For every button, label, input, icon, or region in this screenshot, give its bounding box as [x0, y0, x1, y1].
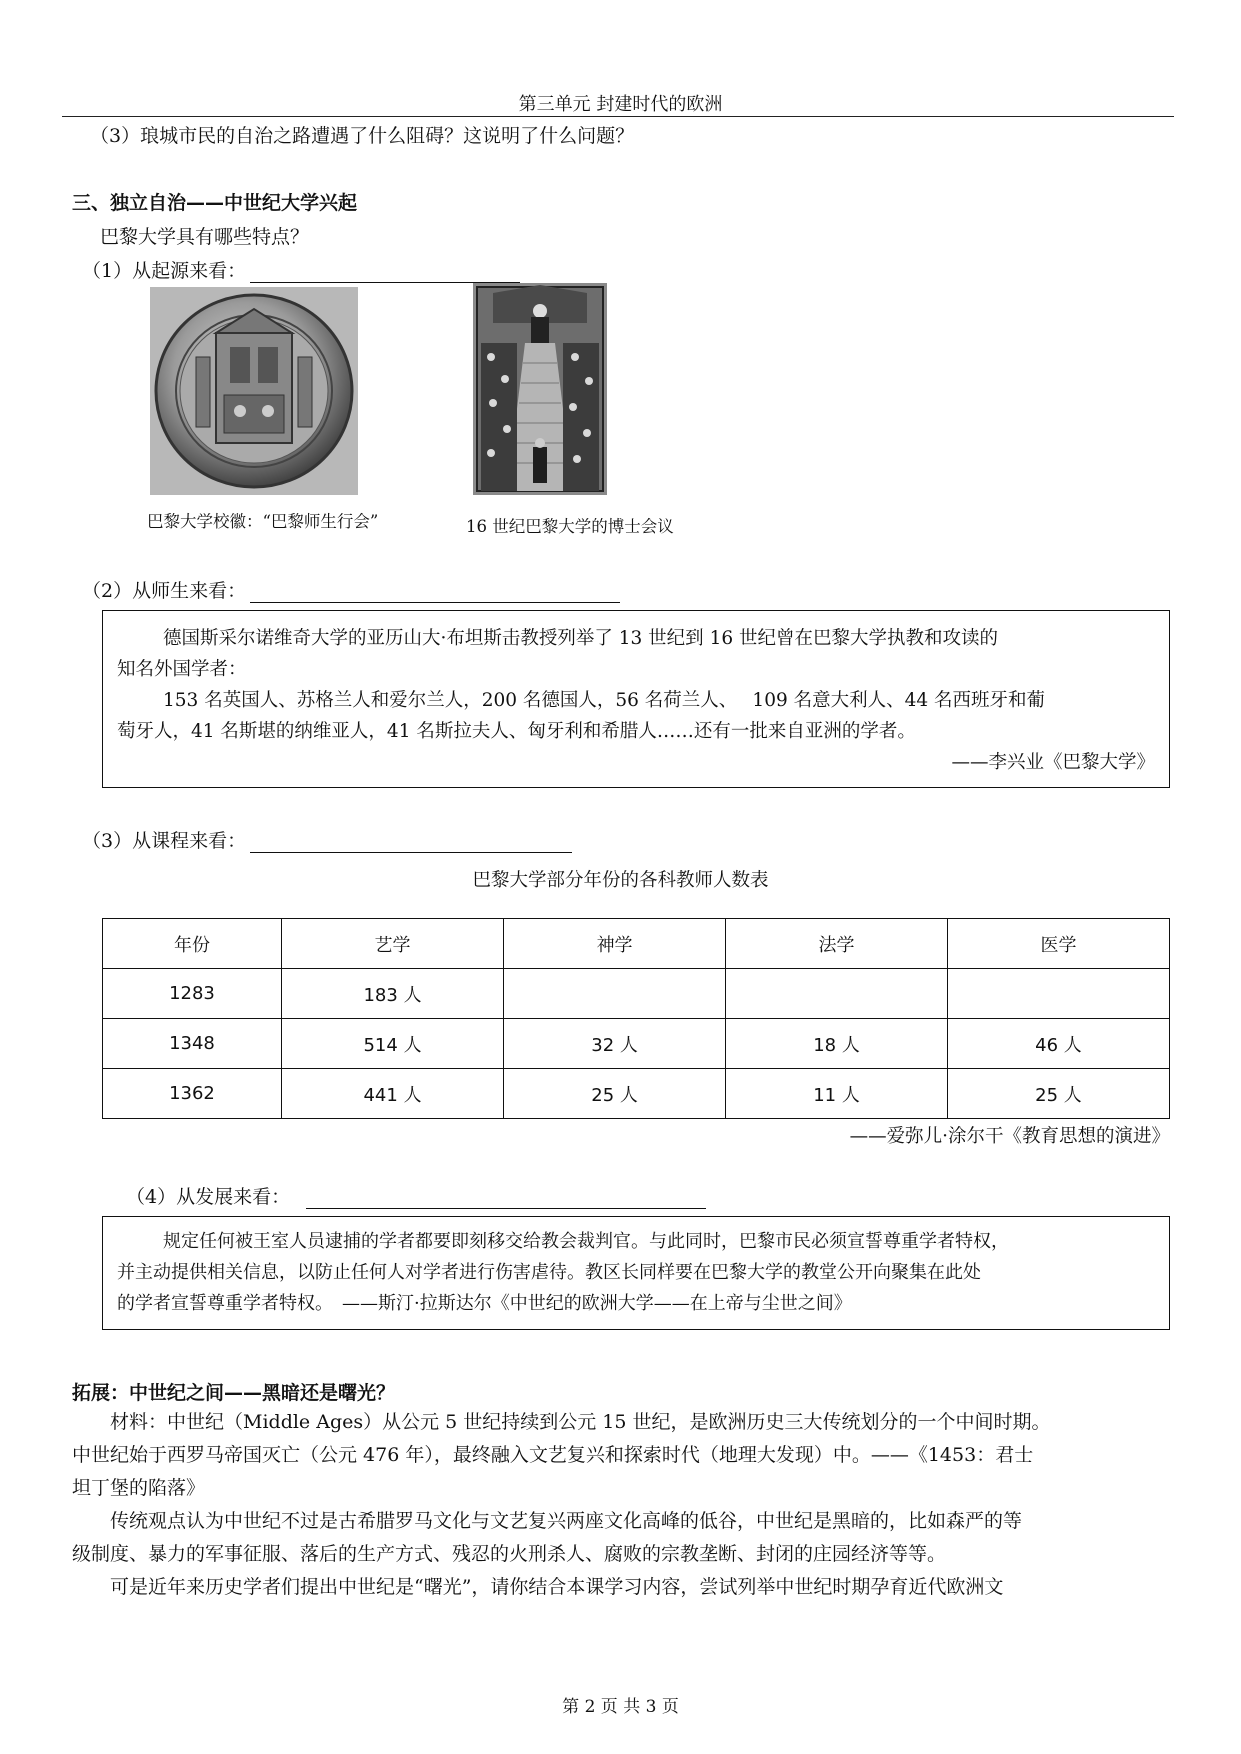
section-3-question: 巴黎大学具有哪些特点？	[100, 226, 310, 248]
table-header-row	[103, 919, 1170, 969]
box1-line-4: 萄牙人，41 名斯堪的纳维亚人，41 名斯拉夫人、匈牙利和希腊人……还有一批来自亚洲的学者。	[117, 721, 916, 742]
item-3-answer-blank[interactable]	[250, 832, 572, 853]
box1-line-2: 知名外国学者：	[117, 659, 247, 680]
table-source: ——爱弥儿·涂尔干《教育思想的演进》	[849, 1126, 1170, 1147]
table-cell: 1283	[103, 969, 282, 1019]
image-2-caption: 16 世纪巴黎大学的博士会议	[466, 517, 674, 536]
extension-p2-line-1: 传统观点认为中世纪不过是古希腊罗马文化与文艺复兴两座文化高峰的低谷，中世纪是黑暗的，比如森严的等	[110, 1510, 1023, 1532]
item-1-row	[82, 256, 520, 283]
table-cell: 441 人	[281, 1069, 503, 1119]
box1-source: ——李兴业《巴黎大学》	[951, 752, 1155, 773]
box1-line-1: 德国斯采尔诺维奇大学的亚历山大·布坦斯击教授列举了 13 世纪到 16 世纪曾在巴黎大学执教和攻读的	[163, 628, 998, 649]
extension-p3-line-1: 可是近年来历史学者们提出中世纪是“曙光”，请你结合本课学习内容，尝试列举中世纪时期孕育近代欧洲文	[110, 1576, 1004, 1598]
item-1-answer-blank[interactable]	[250, 262, 520, 283]
box2-line-3: 的学者宣誓尊重学者特权。 ——斯汀·拉斯达尔《中世纪的欧洲大学——在上帝与尘世之间》	[117, 1293, 852, 1314]
previous-question-3: （3）琅城市民的自治之路遭遇了什么阻碍？这说明了什么问题？	[90, 125, 635, 147]
extension-body	[72, 1406, 1172, 1604]
item-3-row	[82, 826, 572, 853]
table-cell: 25 人	[504, 1069, 726, 1119]
table-row	[103, 969, 1170, 1019]
item-1-label: （1）从起源来看：	[82, 260, 247, 282]
doctors-meeting-image	[473, 283, 607, 495]
table-header-cell: 艺学	[281, 919, 503, 969]
table-cell: 11 人	[726, 1069, 948, 1119]
table-cell: 1362	[103, 1069, 282, 1119]
material-box-privileges	[102, 1216, 1170, 1330]
table-header-cell: 神学	[504, 919, 726, 969]
material-box-scholars	[102, 610, 1170, 788]
item-2-row	[82, 576, 620, 603]
paris-university-seal-image	[150, 287, 358, 495]
box1-line-3: 153 名英国人、苏格兰人和爱尔兰人，200 名德国人，56 名荷兰人、 109 名意大利人、44 名西班牙和葡	[163, 690, 1046, 711]
table-header-cell: 法学	[726, 919, 948, 969]
extension-p2-line-2: 级制度、暴力的军事征服、落后的生产方式、残忍的火刑杀人、腐败的宗教垄断、封闭的庄园经济等等。	[72, 1543, 947, 1565]
item-3-label: （3）从课程来看：	[82, 830, 247, 852]
table-header-cell: 医学	[948, 919, 1170, 969]
table-cell	[726, 969, 948, 1019]
table-cell: 183 人	[281, 969, 503, 1019]
table-title: 巴黎大学部分年份的各科教师人数表	[472, 870, 769, 891]
table-cell: 25 人	[948, 1069, 1170, 1119]
table-cell: 1348	[103, 1019, 282, 1069]
item-2-answer-blank[interactable]	[250, 582, 620, 603]
teacher-count-table	[102, 918, 1170, 1119]
table-cell	[948, 969, 1170, 1019]
page-header: 第三单元 封建时代的欧洲	[518, 94, 723, 115]
extension-p1-line-3: 坦丁堡的陷落》	[72, 1477, 206, 1499]
item-2-label: （2）从师生来看：	[82, 580, 247, 602]
item-4-answer-blank[interactable]	[306, 1188, 706, 1209]
table-cell: 46 人	[948, 1019, 1170, 1069]
item-4-row	[126, 1182, 706, 1209]
box2-line-1: 规定任何被王室人员逮捕的学者都要即刻移交给教会裁判官。与此同时，巴黎市民必须宣誓尊重学者特权，	[163, 1231, 1009, 1252]
page-footer: 第 2 页 共 3 页	[562, 1697, 679, 1717]
table-cell: 514 人	[281, 1019, 503, 1069]
header-divider	[62, 116, 1174, 117]
table-row	[103, 1019, 1170, 1069]
section-3-title: 三、独立自治——中世纪大学兴起	[72, 192, 358, 214]
item-4-label: （4）从发展来看：	[126, 1186, 291, 1208]
table-row	[103, 1069, 1170, 1119]
extension-title: 拓展：中世纪之间——黑暗还是曙光？	[72, 1382, 396, 1404]
table-header-cell: 年份	[103, 919, 282, 969]
extension-p1-line-2: 中世纪始于西罗马帝国灭亡（公元 476 年），最终融入文艺复兴和探索时代（地理大发现）中。——《1453：君士	[72, 1444, 1034, 1466]
extension-p1-line-1: 材料：中世纪（Middle Ages）从公元 5 世纪持续到公元 15 世纪，是欧洲历史三大传统划分的一个中间时期。	[110, 1411, 1051, 1433]
table-cell: 32 人	[504, 1019, 726, 1069]
image-1-caption: 巴黎大学校徽：“巴黎师生行会”	[147, 512, 379, 531]
box2-line-2: 并主动提供相关信息，以防止任何人对学者进行伤害虐待。教区长同样要在巴黎大学的教堂公开向聚集在此处	[117, 1262, 981, 1283]
table-cell: 18 人	[726, 1019, 948, 1069]
table-cell	[504, 969, 726, 1019]
